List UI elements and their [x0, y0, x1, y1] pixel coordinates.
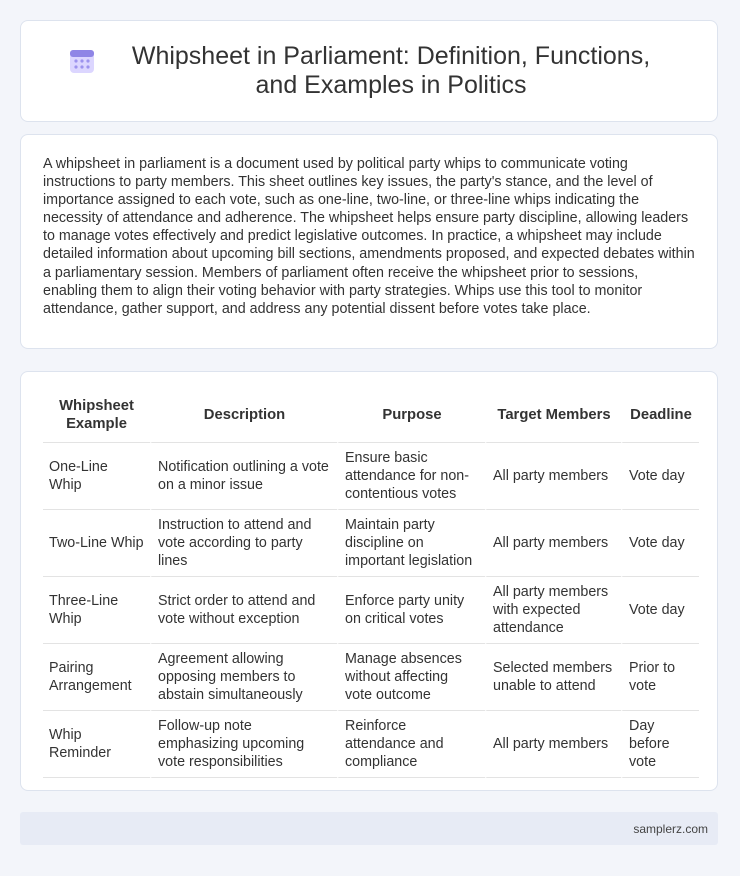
table-row: [43, 443, 699, 510]
table-cell: Vote day: [621, 510, 699, 577]
table-cell: Vote day: [621, 577, 699, 644]
column-header: Description: [150, 388, 337, 443]
table-cell: One-Line Whip: [43, 443, 150, 510]
intro-paragraph: A whipsheet in parliament is a document used by political party whips to communicate voting instructions to party members. This sheet outlines key issues, the party's stance, and the level of importance assigned to each vote, such as one-line, two-line, or three-line whips indicating the necessity of attendance and adherence. The whipsheet helps ensure party discipline, allowing leaders to manage votes effectively and predict legislative outcomes. In practice, a whipsheet may include detailed information about upcoming bill sections, amendments proposed, and expected debates within a parliamentary session. Members of parliament often receive the whipsheet prior to sessions, enabling them to align their voting behavior with party strategies. Whips use this tool to monitor attendance, gather support, and address any potential dissent before votes take place.: [43, 156, 695, 317]
table-cell: Strict order to attend and vote without exception: [150, 577, 337, 644]
page-title: Whipsheet in Parliament: Definition, Functions, and Examples in Politics: [131, 42, 651, 99]
column-header: Deadline: [621, 388, 699, 443]
column-header: Target Members: [485, 388, 621, 443]
footer: [20, 812, 718, 845]
table-cell: All party members: [485, 711, 621, 778]
table-cell: All party members: [485, 510, 621, 577]
table-row: [43, 711, 699, 778]
table-cell: Enforce party unity on critical votes: [337, 577, 485, 644]
intro-card: [20, 134, 718, 349]
table-cell: All party members with expected attendance: [485, 577, 621, 644]
title-wrap: [59, 42, 679, 100]
table-cell: Ensure basic attendance for non-contentious votes: [337, 443, 485, 510]
column-header: Purpose: [337, 388, 485, 443]
table-cell: All party members: [485, 443, 621, 510]
table-cell: Agreement allowing opposing members to abstain simultaneously: [150, 644, 337, 711]
table-card: [20, 371, 718, 791]
whipsheet-table: [43, 388, 699, 778]
table-cell: Day before vote: [621, 711, 699, 778]
table-cell: Three-Line Whip: [43, 577, 150, 644]
table-cell: Follow-up note emphasizing upcoming vote responsibilities: [150, 711, 337, 778]
table-header-row: [43, 388, 699, 443]
table-cell: Selected members unable to attend: [485, 644, 621, 711]
table-cell: Maintain party discipline on important legislation: [337, 510, 485, 577]
table-cell: Two-Line Whip: [43, 510, 150, 577]
table-cell: Notification outlining a vote on a minor issue: [150, 443, 337, 510]
table-cell: Manage absences without affecting vote outcome: [337, 644, 485, 711]
column-header: Whipsheet Example: [43, 388, 150, 443]
table-cell: Whip Reminder: [43, 711, 150, 778]
table-cell: Reinforce attendance and compliance: [337, 711, 485, 778]
calendar-icon: [67, 46, 97, 76]
table-cell: Instruction to attend and vote according to party lines: [150, 510, 337, 577]
table-cell: Pairing Arrangement: [43, 644, 150, 711]
table-cell: Prior to vote: [621, 644, 699, 711]
header-card: [20, 20, 718, 122]
table-row: [43, 510, 699, 577]
table-row: [43, 644, 699, 711]
footer-source[interactable]: samplerz.com: [633, 821, 708, 836]
table-cell: Vote day: [621, 443, 699, 510]
table-row: [43, 577, 699, 644]
